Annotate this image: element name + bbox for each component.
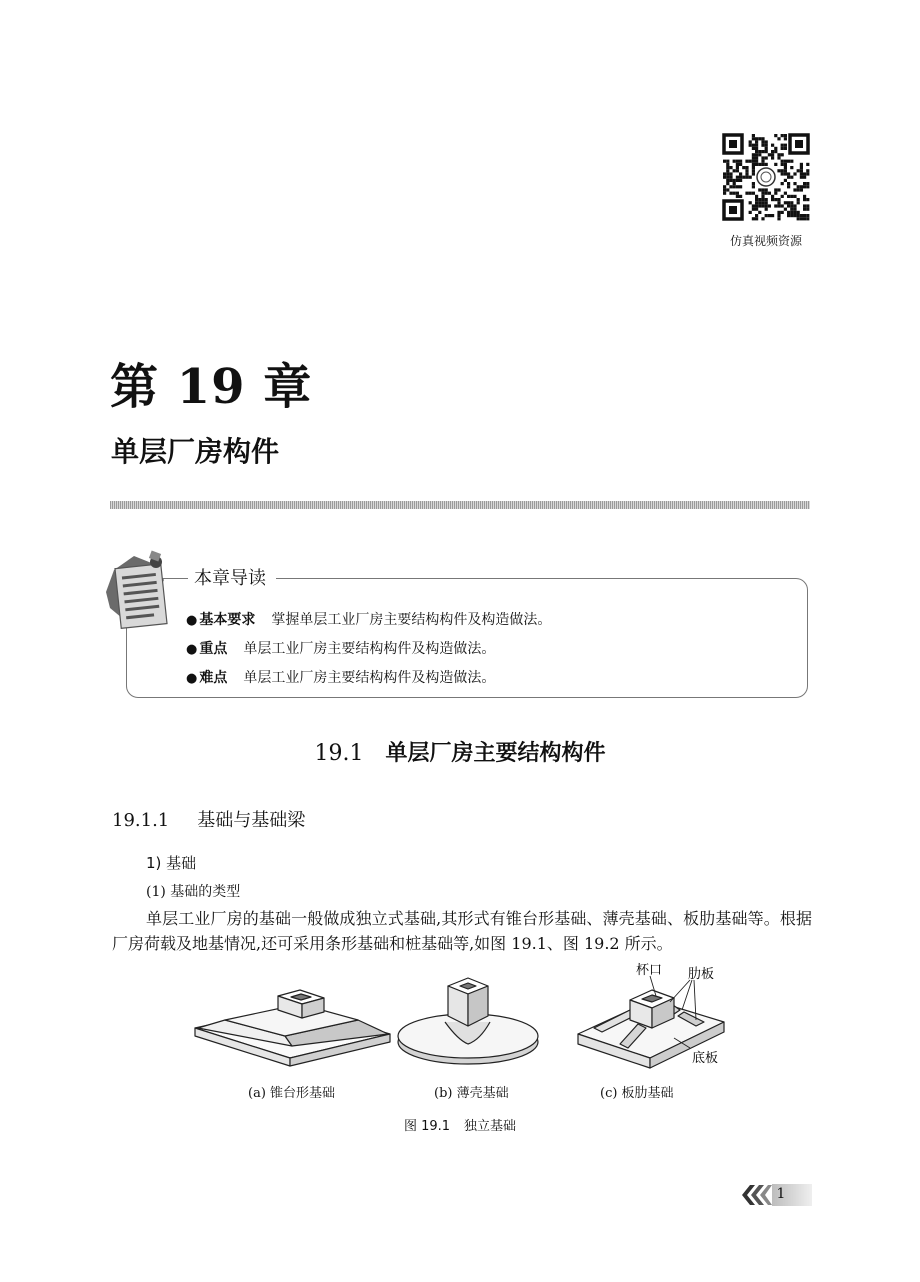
bullet-icon: ● [186,642,198,657]
chapter-subtitle: 单层厂房构件 [111,435,280,468]
section-heading [0,736,920,767]
subsection-heading [112,806,305,832]
guide-item-difficulty [186,664,551,693]
guide-item-focus [186,635,551,664]
fig-label-b: (b) 薄壳基础 [434,1086,509,1101]
guide-item-key: 难点 [199,670,228,686]
guide-item-text: 单层工业厂房主要结构构件及构造做法。 [243,670,496,686]
section-number: 19.1 [314,741,364,766]
callout-rib: 肋板 [688,967,715,982]
chapter-guide-list [186,606,551,693]
page-number: 1 [776,1186,786,1202]
subsection-number: 19.1.1 [112,810,170,831]
guide-item-key: 基本要求 [199,612,256,628]
figure-caption [0,1115,920,1134]
callout-cup: 杯口 [636,963,663,978]
figure-drawing [190,958,735,1086]
figure-caption-number: 图 19.1 [403,1119,451,1134]
item-heading: 1) 基础 [146,854,197,872]
guide-item-text: 掌握单层工业厂房主要结构构件及构造做法。 [271,612,552,628]
notes-icon [104,550,178,638]
figure-caption-title: 独立基础 [464,1119,517,1134]
body-paragraph: 单层工业厂房的基础一般做成独立式基础,其形式有锥台形基础、薄壳基础、板肋基础等。根据厂房荷载及地基情况,还可采用条形基础和桩基础等,如图 19.1、图 19.2 所示。 [112,909,812,953]
guide-item-key: 重点 [199,641,228,657]
bullet-icon: ● [186,613,198,628]
fig-label-c: (c) 板肋基础 [600,1086,674,1101]
qr-caption: 仿真视频资源 [729,234,802,248]
section-title: 单层厂房主要结构构件 [385,740,606,766]
cone-foundation-drawing [195,990,390,1066]
page-number-box [772,1184,812,1206]
bullet-icon: ● [186,671,198,686]
chapter-divider [110,501,810,509]
guide-item-requirement [186,606,551,635]
shell-foundation-drawing [398,978,538,1064]
figure-foundations [190,958,735,1086]
chevrons-left-icon [738,1183,772,1207]
chapter-title: 第 19 章 [110,359,313,415]
fig-label-a: (a) 锥台形基础 [248,1086,336,1101]
subsection-title: 基础与基础梁 [197,810,306,831]
subitem-heading: (1) 基础的类型 [146,884,241,900]
qr-code-image [722,133,810,221]
callout-base: 底板 [692,1051,719,1066]
chapter-guide-heading [188,564,276,590]
guide-item-text: 单层工业厂房主要结构构件及构造做法。 [243,641,496,657]
chapter-guide-title: 本章导读 [194,568,266,589]
qr-code[interactable] [722,133,810,221]
